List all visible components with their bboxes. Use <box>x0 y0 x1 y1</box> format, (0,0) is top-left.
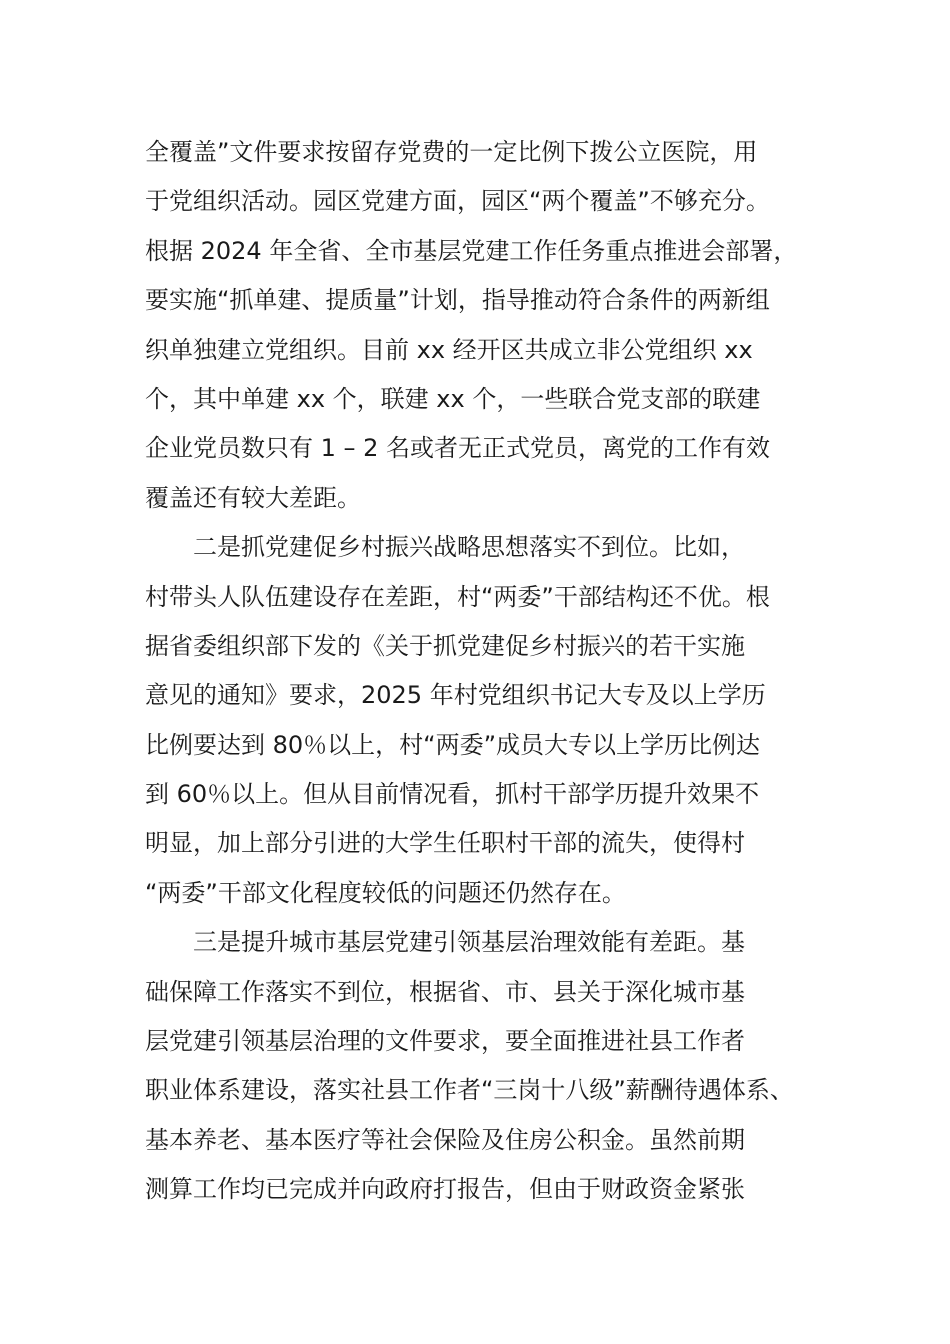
text-line: 到 60％以上。但从目前情况看，抓村干部学历提升效果不 <box>145 780 760 809</box>
text-line: 据省委组织部下发的《关于抓党建促乡村振兴的若干实施 <box>145 631 745 660</box>
text-line: 村带头人队伍建设存在差距，村“两委”干部结构还不优。根 <box>145 582 770 611</box>
text-line: 全覆盖”文件要求按留存党费的一定比例下拨公立医院，用 <box>145 138 758 166</box>
text-line: 根据 2024 年全省、全市基层党建工作任务重点推进会部署， <box>145 236 798 265</box>
text-line: “两委”干部文化程度较低的问题还仍然存在。 <box>145 878 626 907</box>
text-line: 明显，加上部分引进的大学生任职村干部的流失，使得村 <box>145 829 745 858</box>
text-line: 比例要达到 80％以上，村“两委”成员大专以上学历比例达 <box>145 730 761 759</box>
paragraph-first-line: 二是抓党建促乡村振兴战略思想落实不到位。比如， <box>193 533 745 562</box>
text-line: 层党建引领基层治理的文件要求，要全面推进社县工作者 <box>145 1027 745 1056</box>
text-line: 企业党员数只有 1 – 2 名或者无正式党员，离党的工作有效 <box>145 434 771 463</box>
body-text <box>145 128 845 1215</box>
text-line: 测算工作均已完成并向政府打报告，但由于财政资金紧张 <box>145 1175 745 1204</box>
text-line: 意见的通知》要求，2025 年村党组织书记大专及以上学历 <box>145 681 766 710</box>
text-line: 基本养老、基本医疗等社会保险及住房公积金。虽然前期 <box>145 1125 745 1154</box>
text-line: 织单独建立党组织。目前 xx 经开区共成立非公党组织 xx <box>145 335 753 364</box>
text-line: 职业体系建设，落实社县工作者“三岗十八级”薪酬待遇体系、 <box>145 1076 794 1105</box>
paragraph-first-line: 三是提升城市基层党建引领基层治理效能有差距。基 <box>193 928 745 957</box>
text-line: 于党组织活动。园区党建方面，园区“两个覆盖”不够充分。 <box>145 187 770 216</box>
text-line: 覆盖还有较大差距。 <box>145 483 361 512</box>
text-line: 要实施“抓单建、提质量”计划，指导推动符合条件的两新组 <box>145 286 770 315</box>
text-line: 础保障工作落实不到位，根据省、市、县关于深化城市基 <box>145 977 745 1006</box>
text-line: 个，其中单建 xx 个，联建 xx 个，一些联合党支部的联建 <box>145 384 761 413</box>
